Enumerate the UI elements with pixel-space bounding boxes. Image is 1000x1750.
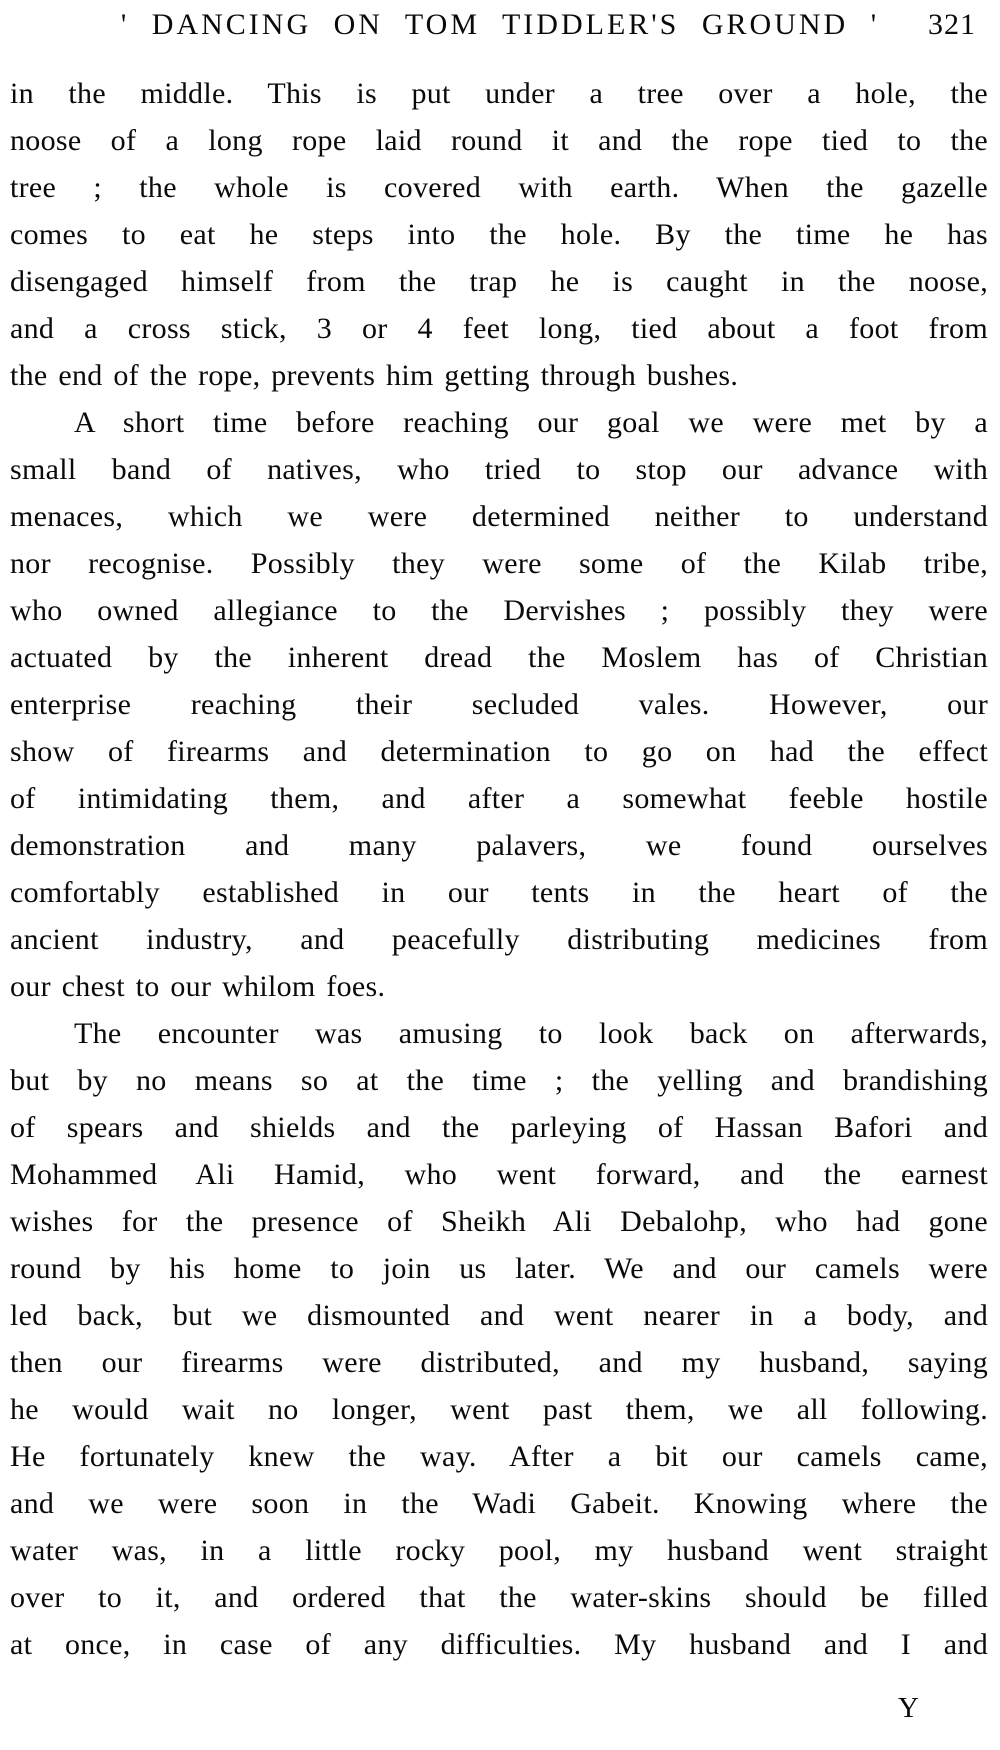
text-line: noose of a long rope laid round it and the rope tied to the	[10, 124, 988, 157]
text-line: comfortably established in our tents in the heart of the	[10, 876, 988, 909]
text-line: small band of natives, who tried to stop our advance with	[10, 453, 988, 486]
text-line: who owned allegiance to the Dervishes ; possibly they were	[10, 594, 988, 627]
text-line: The encounter was amusing to look back on afterwards,	[74, 1017, 988, 1050]
text-line: tree ; the whole is covered with earth. When the gazelle	[10, 171, 988, 204]
text-line: our chest to our whilom foes.	[10, 970, 386, 1003]
paragraph	[10, 1010, 988, 1668]
text-line: then our firearms were distributed, and my husband, saying	[10, 1346, 988, 1379]
page-body-text	[10, 70, 988, 1668]
text-line: led back, but we dismounted and went nearer in a body, and	[10, 1299, 988, 1332]
printer-signature-mark: Y	[898, 1692, 920, 1724]
text-line: nor recognise. Possibly they were some of the Kilab tribe,	[10, 547, 988, 580]
text-line: Mohammed Ali Hamid, who went forward, and the earnest	[10, 1158, 988, 1191]
text-line: round by his home to join us later. We and our camels were	[10, 1252, 988, 1285]
text-line: of spears and shields and the parleying of Hassan Bafori and	[10, 1111, 988, 1144]
text-line: comes to eat he steps into the hole. By the time he has	[10, 218, 988, 251]
text-line: and a cross stick, 3 or 4 feet long, tied about a foot from	[10, 312, 988, 345]
text-line: show of firearms and determination to go on had the effect	[10, 735, 988, 768]
text-line: demonstration and many palavers, we found ourselves	[10, 829, 988, 862]
text-line: ancient industry, and peacefully distributing medicines from	[10, 923, 988, 956]
text-line: water was, in a little rocky pool, my husband went straight	[10, 1534, 988, 1567]
running-head-title: ' DANCING ON TOM TIDDLER'S GROUND '	[120, 8, 880, 41]
page-number: 321	[928, 8, 976, 41]
text-line: enterprise reaching their secluded vales. However, our	[10, 688, 988, 721]
text-line: of intimidating them, and after a somewhat feeble hostile	[10, 782, 988, 815]
text-line: He fortunately knew the way. After a bit our camels came,	[10, 1440, 988, 1473]
text-line: menaces, which we were determined neither to understand	[10, 500, 988, 533]
text-line: A short time before reaching our goal we were met by a	[74, 406, 988, 439]
text-line: the end of the rope, prevents him getting through bushes.	[10, 359, 739, 392]
text-line: in the middle. This is put under a tree over a hole, the	[10, 77, 988, 110]
text-line: but by no means so at the time ; the yelling and brandishing	[10, 1064, 988, 1097]
text-line: actuated by the inherent dread the Moslem has of Christian	[10, 641, 988, 674]
text-line: and we were soon in the Wadi Gabeit. Knowing where the	[10, 1487, 988, 1520]
text-line: he would wait no longer, went past them, we all following.	[10, 1393, 988, 1426]
text-line: at once, in case of any difficulties. My husband and I and	[10, 1628, 988, 1661]
paragraph	[10, 399, 988, 1010]
paragraph	[10, 70, 988, 399]
text-line: wishes for the presence of Sheikh Ali Debalohp, who had gone	[10, 1205, 988, 1238]
text-line: over to it, and ordered that the water-skins should be filled	[10, 1581, 988, 1614]
text-line: disengaged himself from the trap he is caught in the noose,	[10, 265, 988, 298]
